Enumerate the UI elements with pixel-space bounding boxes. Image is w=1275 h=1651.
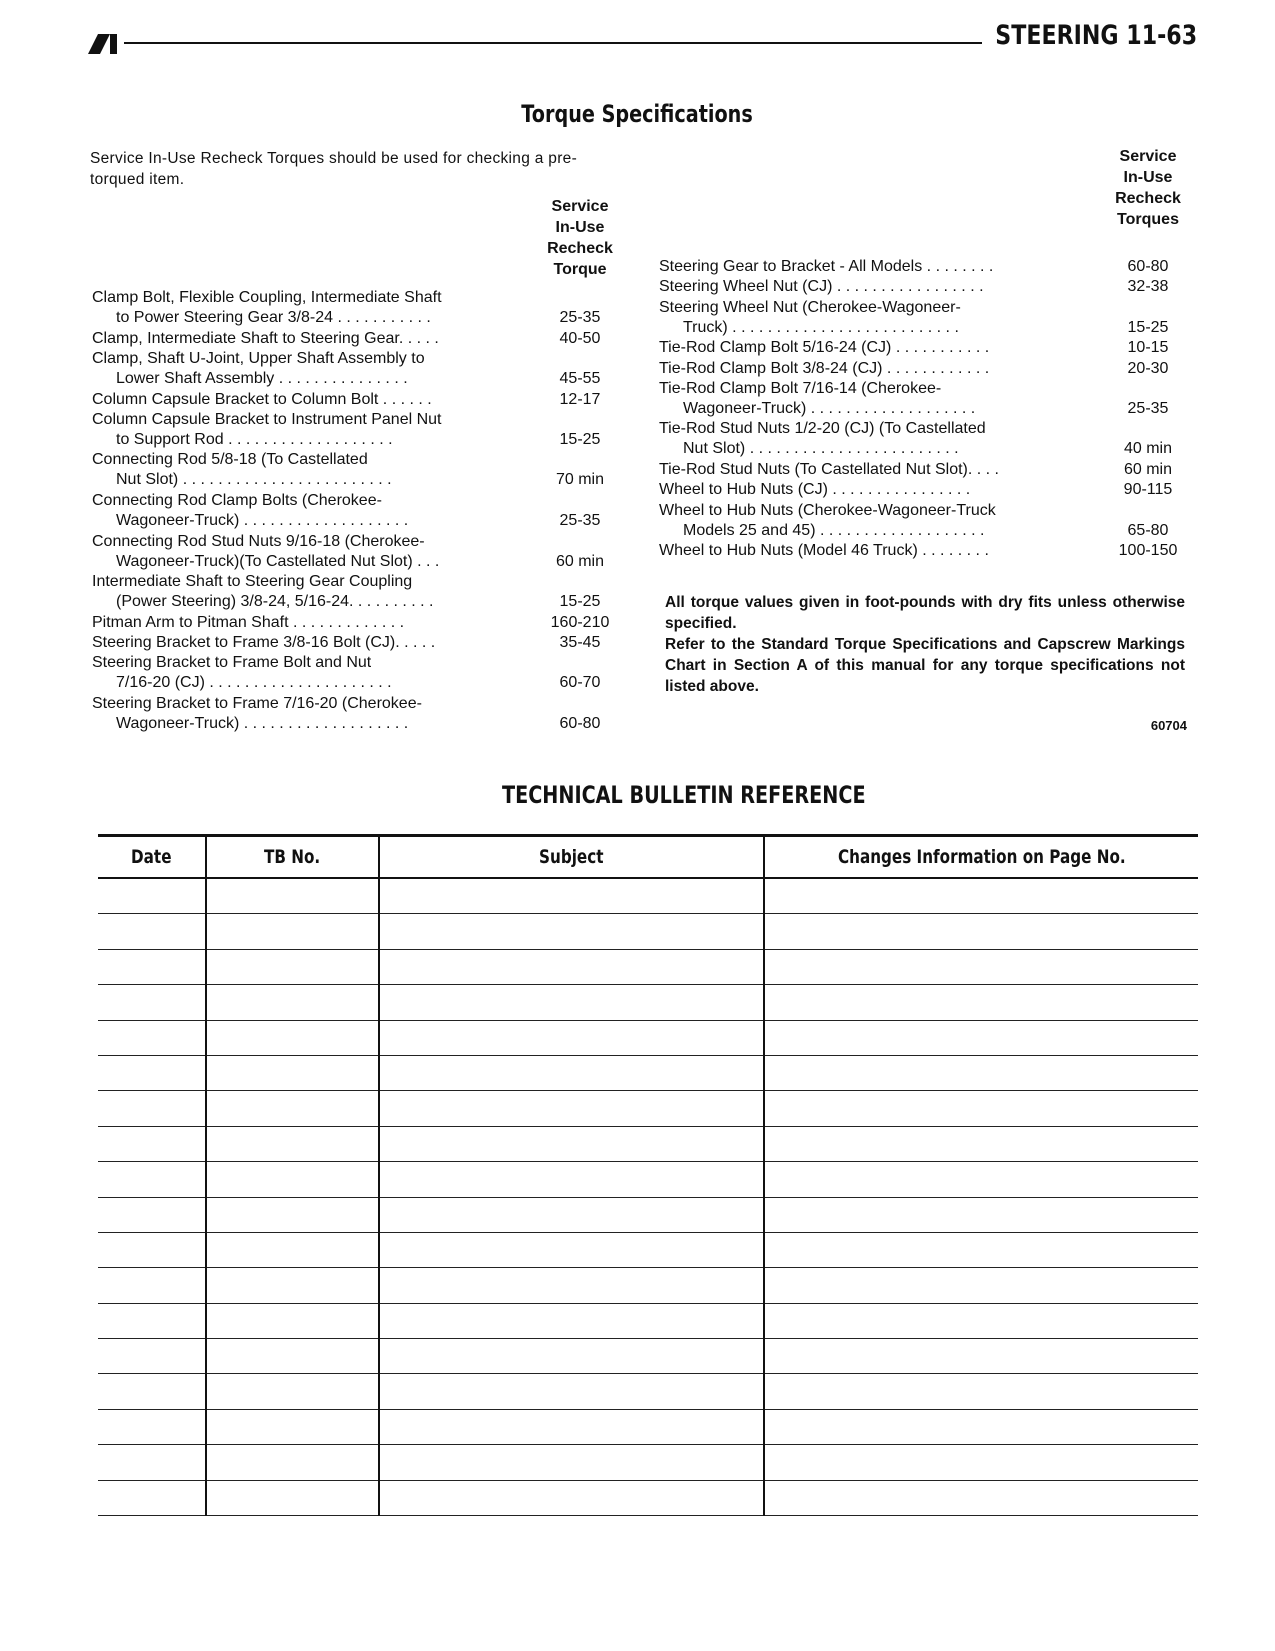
table-cell — [764, 1445, 1198, 1480]
table-cell — [206, 1020, 379, 1055]
table-row — [98, 1020, 1198, 1055]
spec-item-value: 40 min — [1123, 440, 1173, 458]
table-cell — [379, 1091, 764, 1126]
spec-item-value: 40-50 — [559, 329, 601, 347]
table-row — [98, 1232, 1198, 1267]
spec-item-name: Tie-Rod Clamp Bolt 5/16-24 (CJ) . . . . . . . . . . . — [659, 339, 990, 357]
spec-item-name: 7/16-20 (CJ) . . . . . . . . . . . . . . . . . . . . . — [116, 674, 392, 692]
table-cell — [98, 878, 206, 914]
spec-item-name: Clamp Bolt, Flexible Coupling, Intermediate Shaft — [92, 289, 442, 306]
page-header-title: STEERING 11-63 — [995, 20, 1197, 51]
table-row — [98, 914, 1198, 949]
table-row — [98, 949, 1198, 984]
table-cell — [98, 914, 206, 949]
table-cell — [98, 1374, 206, 1409]
table-cell — [379, 1197, 764, 1232]
spec-item-name: Nut Slot) . . . . . . . . . . . . . . . . . . . . . . . . — [116, 471, 392, 489]
table-row — [98, 1162, 1198, 1197]
table-cell — [764, 1268, 1198, 1303]
table-cell — [764, 1162, 1198, 1197]
spec-item-name: Connecting Rod Stud Nuts 9/16-18 (Cherokee- — [92, 532, 425, 550]
table-cell — [206, 1162, 379, 1197]
table-cell — [98, 1480, 206, 1515]
table-cell — [98, 1126, 206, 1161]
col-header-subject: Subject — [379, 836, 764, 879]
table-cell — [98, 1303, 206, 1338]
spec-item-name: Connecting Rod Clamp Bolts (Cherokee- — [92, 492, 382, 509]
table-cell — [98, 1409, 206, 1444]
bulletin-header-row — [98, 836, 1198, 879]
spec-item-name: Tie-Rod Clamp Bolt 3/8-24 (CJ) . . . . . . . . . . . . — [659, 359, 990, 377]
spec-item-name: Steering Bracket to Frame 7/16-20 (Cherokee- — [92, 695, 422, 712]
table-cell — [206, 1409, 379, 1444]
table-cell — [206, 1126, 379, 1161]
table-cell — [98, 1020, 206, 1055]
table-row — [98, 1303, 1198, 1338]
table-cell — [379, 1020, 764, 1055]
spec-item-value: 70 min — [555, 471, 605, 489]
table-cell — [764, 1126, 1198, 1161]
spec-item-value: 15-25 — [1127, 318, 1169, 336]
table-cell — [764, 1409, 1198, 1444]
spec-item-name: Tie-Rod Clamp Bolt 7/16-14 (Cherokee- — [659, 379, 942, 397]
table-cell — [98, 1091, 206, 1126]
table-cell — [379, 1409, 764, 1444]
spec-item-name: Tie-Rod Stud Nuts 1/2-20 (CJ) (To Castellated — [659, 420, 986, 438]
spec-item-value: 65-80 — [1127, 521, 1169, 539]
table-cell — [764, 1480, 1198, 1515]
spec-item-name: Wheel to Hub Nuts (CJ) . . . . . . . . . . . . . . . . — [659, 481, 971, 499]
spec-item-value: 100-150 — [1118, 542, 1178, 560]
table-cell — [764, 1339, 1198, 1374]
spec-item-name: Wagoneer-Truck) . . . . . . . . . . . . . . . . . . . — [116, 715, 409, 732]
table-cell — [764, 1374, 1198, 1409]
table-cell — [98, 1232, 206, 1267]
spec-item-name: Steering Bracket to Frame 3/8-16 Bolt (CJ). . . . . — [92, 634, 436, 652]
spec-item-name: Models 25 and 45) . . . . . . . . . . . . . . . . . . . — [683, 521, 985, 539]
torque-note: All torque values given in foot-pounds with dry fits unless otherwise specified. — [665, 594, 1185, 632]
table-cell — [98, 1445, 206, 1480]
spec-item-name: Wagoneer-Truck) . . . . . . . . . . . . . . . . . . . — [683, 399, 976, 417]
table-cell — [206, 1374, 379, 1409]
spec-item-name: Nut Slot) . . . . . . . . . . . . . . . . . . . . . . . . — [683, 440, 959, 458]
table-cell — [98, 1197, 206, 1232]
spec-item-value: 35-45 — [559, 634, 601, 652]
table-row — [98, 1268, 1198, 1303]
spec-item-value: 60-70 — [559, 674, 601, 692]
spec-item-value: 15-25 — [559, 593, 601, 611]
spec-item-name: Column Capsule Bracket to Column Bolt . . . . . . — [92, 390, 432, 408]
spec-item-value: 60-80 — [559, 715, 601, 732]
table-row — [98, 1197, 1198, 1232]
col-header-changes-page: Changes Information on Page No. — [764, 836, 1198, 879]
spec-item-value: 60 min — [1123, 461, 1173, 478]
header-rule — [124, 42, 982, 44]
table-cell — [379, 985, 764, 1020]
spec-item-value: 25-35 — [1127, 399, 1169, 417]
bulletin-table — [98, 834, 1198, 1516]
table-row — [98, 1126, 1198, 1161]
table-cell — [379, 1126, 764, 1161]
table-cell — [764, 1055, 1198, 1090]
spec-item-name: Column Capsule Bracket to Instrument Panel Nut — [92, 410, 442, 428]
table-row — [98, 1445, 1198, 1480]
spec-item-value: 25-35 — [559, 309, 601, 326]
table-cell — [206, 1232, 379, 1267]
spec-item-name: Pitman Arm to Pitman Shaft . . . . . . . . . . . . . — [92, 613, 405, 631]
table-cell — [98, 949, 206, 984]
table-cell — [764, 878, 1198, 914]
jeep-logo-icon — [88, 34, 118, 54]
spec-item-name: Intermediate Shaft to Steering Gear Coupling — [92, 573, 413, 591]
spec-item-value: 20-30 — [1127, 359, 1169, 377]
table-cell — [206, 914, 379, 949]
spec-item-name: Truck) . . . . . . . . . . . . . . . . . . . . . . . . . . — [683, 318, 959, 336]
table-cell — [379, 1445, 764, 1480]
table-row — [98, 878, 1198, 914]
table-cell — [764, 1232, 1198, 1267]
table-cell — [379, 1480, 764, 1515]
torque-notes — [665, 592, 1185, 697]
table-cell — [206, 1268, 379, 1303]
torque-specifications-title: Torque Specifications — [521, 100, 753, 128]
table-cell — [764, 1020, 1198, 1055]
spec-item-value: 15-25 — [559, 430, 601, 448]
spec-item-value: 32-38 — [1127, 278, 1169, 296]
table-cell — [206, 985, 379, 1020]
spec-item-name: Wagoneer-Truck) . . . . . . . . . . . . . . . . . . . — [116, 512, 409, 529]
table-row — [98, 1480, 1198, 1515]
table-cell — [379, 1268, 764, 1303]
table-cell — [764, 1091, 1198, 1126]
table-row — [98, 1055, 1198, 1090]
spec-item-value: 12-17 — [559, 390, 601, 408]
table-cell — [764, 1303, 1198, 1338]
table-cell — [764, 914, 1198, 949]
table-cell — [379, 914, 764, 949]
spec-item-value: 60 min — [555, 552, 605, 570]
table-cell — [764, 949, 1198, 984]
table-row — [98, 985, 1198, 1020]
spec-item-name: Clamp, Shaft U-Joint, Upper Shaft Assembly to — [92, 349, 425, 367]
torque-note: Refer to the Standard Torque Specifications and Capscrew Markings Chart in Section A of this manual for any torque specifications not listed above. — [665, 636, 1185, 695]
table-cell — [206, 1197, 379, 1232]
right-column-header: Service In-Use Recheck Torques — [1115, 148, 1181, 228]
table-cell — [98, 1268, 206, 1303]
left-column-header: Service In-Use Recheck Torque — [547, 198, 613, 278]
table-cell — [98, 1055, 206, 1090]
table-cell — [379, 1232, 764, 1267]
spec-item-name: Wheel to Hub Nuts (Cherokee-Wagoneer-Truck — [659, 501, 996, 519]
spec-item-name: Steering Wheel Nut (Cherokee-Wagoneer- — [659, 298, 961, 316]
table-row — [98, 1091, 1198, 1126]
spec-item-value: 25-35 — [559, 512, 601, 529]
table-cell — [206, 878, 379, 914]
spec-item-name: to Power Steering Gear 3/8-24 . . . . . . . . . . . — [116, 309, 431, 326]
table-cell — [98, 985, 206, 1020]
spec-item-name: Clamp, Intermediate Shaft to Steering Gear. . . . . — [92, 329, 439, 347]
torque-intro-text: Service In-Use Recheck Torques should be used for checking a pre-torqued item. — [90, 150, 578, 188]
spec-item-value: 60-80 — [1127, 258, 1169, 275]
table-row — [98, 1374, 1198, 1409]
table-cell — [206, 1055, 379, 1090]
table-cell — [98, 1162, 206, 1197]
spec-item-name: to Support Rod . . . . . . . . . . . . . . . . . . . — [116, 430, 393, 448]
table-cell — [206, 1091, 379, 1126]
spec-item-name: Steering Wheel Nut (CJ) . . . . . . . . . . . . . . . . . — [659, 278, 984, 296]
table-cell — [206, 1339, 379, 1374]
spec-item-name: (Power Steering) 3/8-24, 5/16-24. . . . . . . . . . — [116, 593, 434, 611]
table-cell — [98, 1339, 206, 1374]
table-cell — [379, 1162, 764, 1197]
figure-number: 60704 — [1150, 718, 1187, 733]
table-cell — [206, 1480, 379, 1515]
spec-item-value: 90-115 — [1123, 481, 1173, 499]
table-cell — [764, 1197, 1198, 1232]
spec-item-name: Tie-Rod Stud Nuts (To Castellated Nut Slot). . . . — [659, 461, 999, 478]
table-cell — [379, 1339, 764, 1374]
spec-item-value: 160-210 — [550, 613, 610, 631]
table-cell — [379, 1303, 764, 1338]
spec-item-name: Wheel to Hub Nuts (Model 46 Truck) . . . . . . . . — [659, 542, 989, 560]
spec-item-value: 10-15 — [1127, 339, 1169, 357]
spec-item-name: Steering Bracket to Frame Bolt and Nut — [92, 654, 372, 672]
table-cell — [379, 1055, 764, 1090]
table-cell — [206, 1445, 379, 1480]
table-cell — [206, 1303, 379, 1338]
table-row — [98, 1409, 1198, 1444]
technical-bulletin-title: TECHNICAL BULLETIN REFERENCE — [502, 781, 866, 809]
spec-item-name: Steering Gear to Bracket - All Models . . . . . . . . — [659, 258, 994, 275]
table-cell — [379, 878, 764, 914]
spec-item-name: Wagoneer-Truck)(To Castellated Nut Slot) . . . — [116, 552, 440, 570]
spec-item-name: Connecting Rod 5/8-18 (To Castellated — [92, 451, 368, 469]
table-cell — [379, 1374, 764, 1409]
table-cell — [206, 949, 379, 984]
table-row — [98, 1339, 1198, 1374]
table-cell — [764, 985, 1198, 1020]
spec-item-name: Lower Shaft Assembly . . . . . . . . . . . . . . . — [116, 369, 408, 387]
col-header-tb-no: TB No. — [206, 836, 379, 879]
spec-item-value: 45-55 — [559, 369, 601, 387]
col-header-date: Date — [98, 836, 206, 879]
table-cell — [379, 949, 764, 984]
